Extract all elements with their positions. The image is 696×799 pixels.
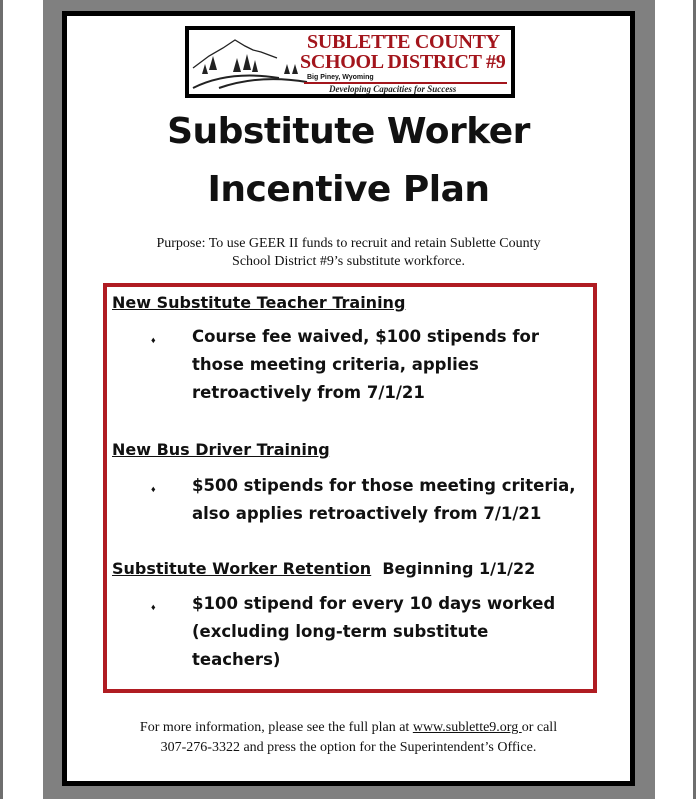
section-item: Course fee waived, $100 stipends for those meeting criteria, applies retroactively from 7/1/21: [192, 327, 539, 402]
district-logo: [185, 26, 515, 98]
bullet-icon: ♦: [151, 484, 156, 494]
title-line-1: Substitute Worker: [167, 111, 530, 152]
logo-location: Big Piney, Wyoming: [307, 74, 374, 81]
window-edge-left: [0, 0, 3, 799]
purpose-line-1: Purpose: To use GEER II funds to recruit and retain Sublette County: [156, 236, 541, 251]
flyer-page: [62, 11, 635, 786]
purpose-text: [107, 235, 590, 271]
title-line-2: Incentive Plan: [207, 169, 490, 210]
logo-line-2: SCHOOL DISTRICT #9: [300, 51, 506, 73]
bullet-icon: ♦: [151, 335, 156, 345]
section-heading: Substitute Worker Retention Beginning 1/1/22: [112, 559, 536, 578]
logo-tagline: Developing Capacities for Success: [329, 84, 457, 94]
footer-line-2: 307-276-3322 and press the option for the Superintendent’s Office.: [160, 740, 537, 755]
bullet-icon: ♦: [151, 602, 156, 612]
section-heading: New Substitute Teacher Training: [112, 293, 406, 312]
footer-text: For more information, please see the full plan at www.sublette9.org or call 307-276-3322 and press the option for the Superintendent’s Office.: [87, 718, 610, 758]
website-link[interactable]: www.sublette9.org: [412, 720, 522, 735]
purpose-line-2: School District #9’s substitute workforce.: [232, 254, 465, 269]
section-item: $500 stipends for those meeting criteria, also applies retroactively from 7/1/21: [192, 476, 576, 523]
incentives-box: [103, 283, 597, 693]
section-item: $100 stipend for every 10 days worked (excluding long-term substitute teachers): [192, 594, 556, 669]
section-heading: New Bus Driver Training: [112, 440, 330, 459]
logo-line-1: SUBLETTE COUNTY: [307, 31, 500, 53]
mountain-trees-icon: [189, 30, 309, 96]
